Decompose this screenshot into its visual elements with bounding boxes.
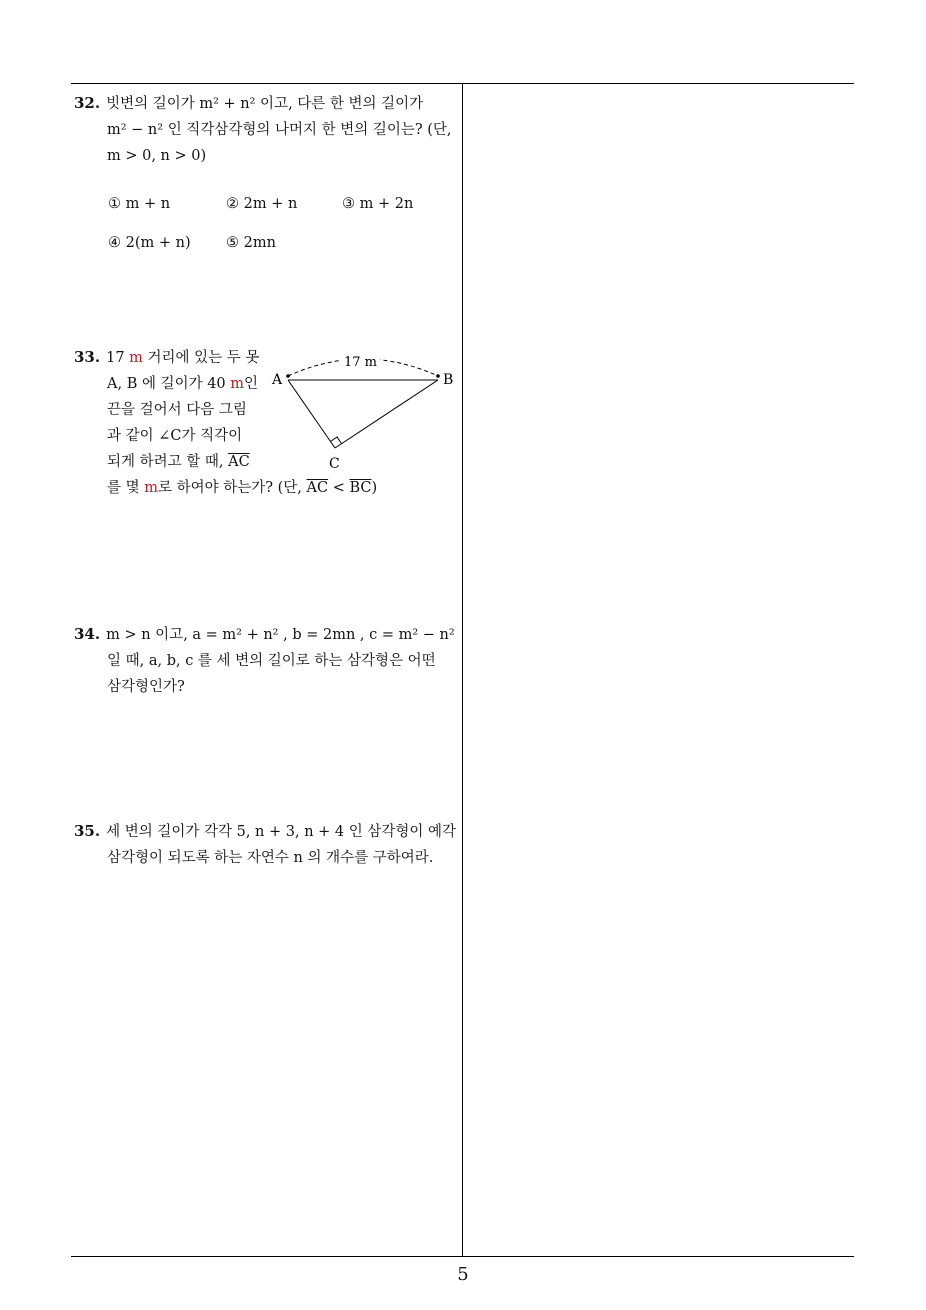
question-number: 32. xyxy=(74,94,101,112)
question-35 xyxy=(74,818,458,871)
label-a: A xyxy=(272,372,283,388)
question-33-line-3: 끈을 걸어서 다음 그림 xyxy=(107,402,247,418)
choice-2: ② 2m + n xyxy=(226,196,298,212)
page-number: 5 xyxy=(457,1264,469,1285)
question-35-line-1: 35. 세 변의 길이가 각각 5, n + 3, n + 4 인 삼각형이 예각 xyxy=(74,822,457,840)
choice-5: ⑤ 2mn xyxy=(226,235,276,251)
choice-4: ④ 2(m + n) xyxy=(108,235,191,251)
label-c: C xyxy=(329,456,340,472)
segment-ac: $\overline{AC}$ xyxy=(306,480,329,496)
question-33-line-1: 33. 17 m 거리에 있는 두 못 xyxy=(74,348,260,366)
question-34-line-2: 일 때, a, b, c 를 세 변의 길이로 하는 삼각형은 어떤 xyxy=(107,653,436,669)
segment-ac-line xyxy=(288,380,335,448)
right-angle-mark xyxy=(331,437,342,444)
question-33-line-6: 를 몇 m로 하여야 하는가? (단, $\overline{AC} < \overline{BC}$) xyxy=(107,480,378,496)
question-33-line-2: A, B 에 길이가 40 m인 xyxy=(107,376,259,392)
question-number: 33. xyxy=(74,348,101,366)
question-32-line-2: m² − n² 인 직각삼각형의 나머지 한 변의 길이는? (단, xyxy=(107,122,452,138)
triangle-figure xyxy=(268,346,458,476)
question-32 xyxy=(74,90,458,169)
question-33-line-5: 되게 하려고 할 때, $\overline{AC}$ xyxy=(107,454,250,470)
segment-bc: $\overline{BC}$ xyxy=(349,480,372,496)
question-number: 35. xyxy=(74,822,101,840)
question-33-line-4: 과 같이 ∠C가 직각이 xyxy=(107,428,243,444)
nail-b xyxy=(436,374,440,378)
question-35-line-2: 삼각형이 되도록 하는 자연수 n 의 개수를 구하여라. xyxy=(107,850,434,866)
choice-3: ③ m + 2n xyxy=(342,196,414,212)
nail-a xyxy=(286,374,290,378)
question-34-line-1: 34. m > n 이고, a = m² + n² , b = 2mn , c = m² − n² xyxy=(74,625,455,643)
choice-1: ① m + n xyxy=(108,196,171,212)
column-divider xyxy=(462,83,463,1257)
label-b: B xyxy=(443,372,454,388)
question-number: 34. xyxy=(74,625,101,643)
segment-bc-line xyxy=(335,380,438,448)
question-34-line-3: 삼각형인가? xyxy=(107,679,185,695)
question-32-line-1: 32. 빗변의 길이가 m² + n² 이고, 다른 한 변의 길이가 xyxy=(74,94,424,112)
question-32-line-3: m > 0, n > 0) xyxy=(107,148,207,164)
question-34 xyxy=(74,621,458,700)
distance-label: 17 m xyxy=(344,355,378,370)
segment-ac: $\overline{AC}$ xyxy=(228,454,250,470)
